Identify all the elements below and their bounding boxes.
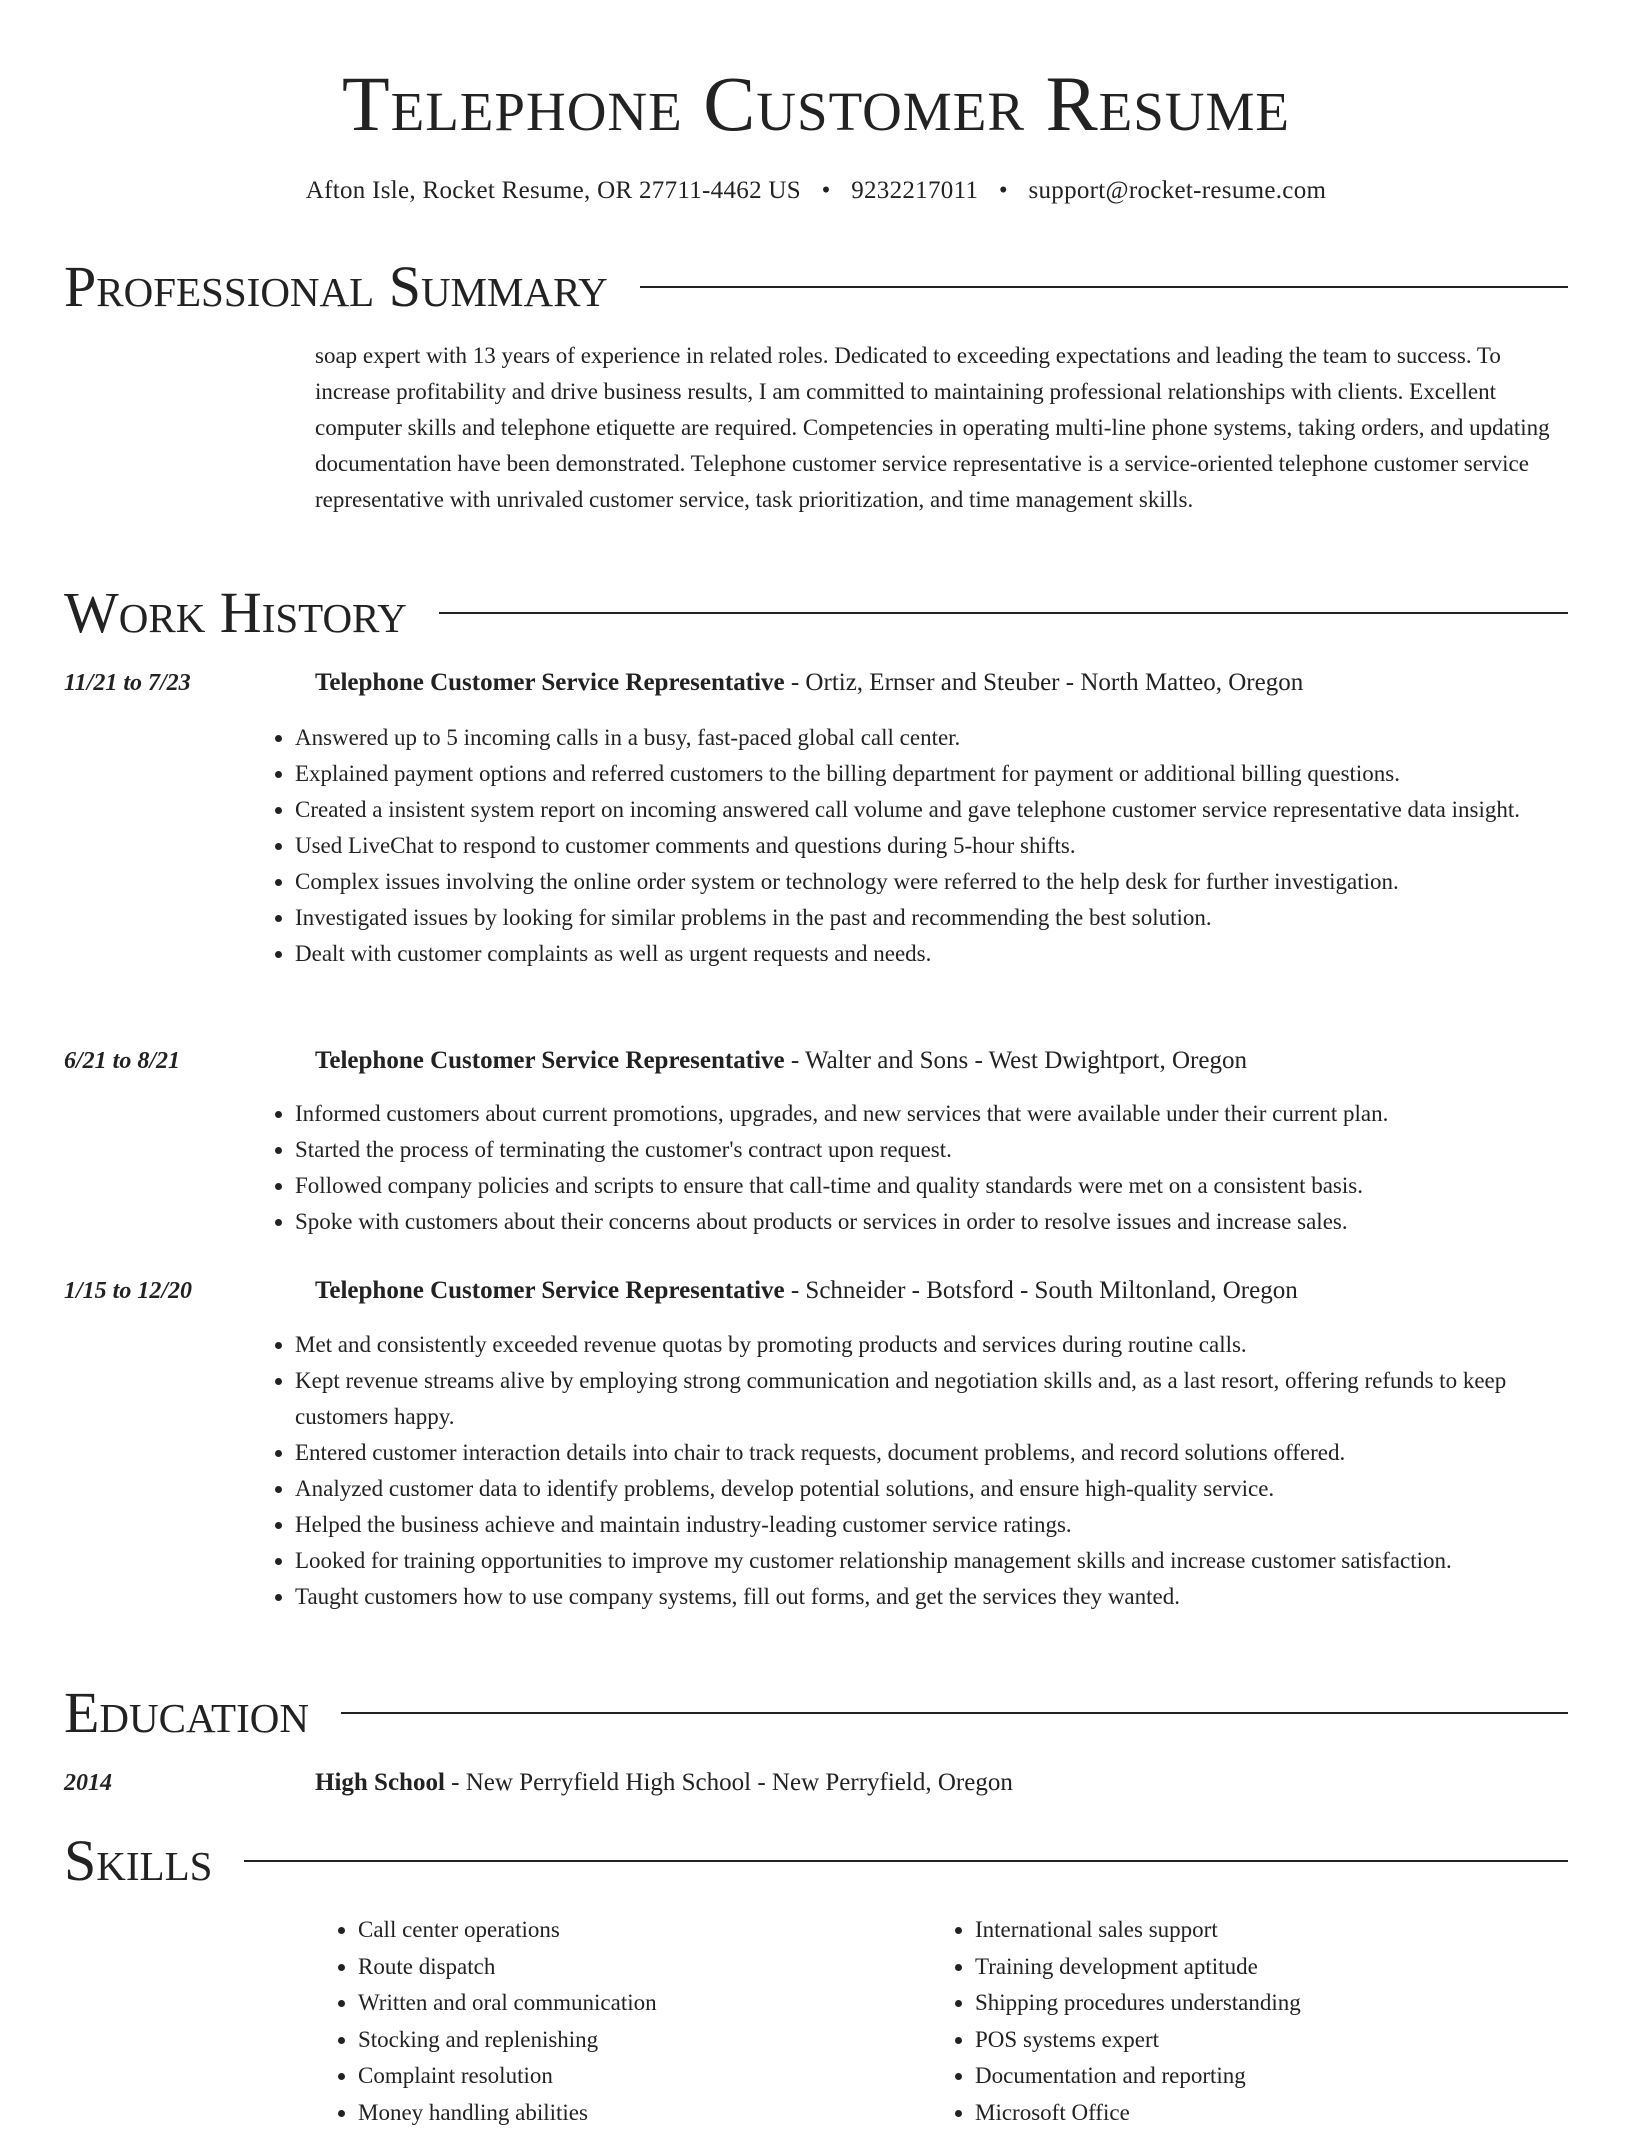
job-bullets [295,1327,1567,1615]
skill-item: • Documentation and reporting [975,2058,1301,2095]
section-header-skills [64,1826,1568,1896]
job-bullets [295,720,1567,972]
section-header-summary [64,252,1568,322]
contact-separator: • [999,177,1008,204]
section-title-skills: Skills [64,1826,212,1896]
job-title: Telephone Customer Service Representative [315,669,785,696]
skill-item: • Stocking and replenishing [358,2022,657,2059]
skill-item: • Money handling abilities [358,2095,657,2131]
list-item: • Met and consistently exceeded revenue quotas by promoting products and services during routine calls. [295,1327,1567,1363]
job-title: Telephone Customer Service Representative [315,1277,785,1304]
list-item: • Dealt with customer complaints as well as urgent requests and needs. [295,936,1567,972]
job-employer: - Walter and Sons - West Dwightport, Oregon [785,1047,1247,1074]
list-item: • Spoke with customers about their concerns about products or services in order to resolve issues and increase sales. [295,1204,1567,1240]
list-item: • Looked for training opportunities to improve my customer relationship management skills and increase customer satisfaction. [295,1543,1567,1579]
skill-item: • Route dispatch [358,1949,657,1986]
section-title-summary: Professional Summary [64,252,608,322]
education-heading [315,1765,1013,1801]
job-employer: - Schneider - Botsford - South Miltonland, Oregon [785,1277,1298,1304]
list-item: • Informed customers about current promotions, upgrades, and new services that were available under their current plan. [295,1096,1567,1132]
job-dates: 6/21 to 8/21 [64,1043,180,1079]
list-item: • Helped the business achieve and maintain industry-leading customer service ratings. [295,1507,1567,1543]
list-item: • Analyzed customer data to identify problems, develop potential solutions, and ensure high-quality service. [295,1471,1567,1507]
list-item: • Kept revenue streams alive by employing strong communication and negotiation skills and, as a last resort, offering refunds to keep customers happy. [295,1363,1567,1435]
skills-list-left [358,1912,657,2131]
list-item: • Explained payment options and referred customers to the billing department for payment or additional billing questions. [295,756,1567,792]
summary-text: soap expert with 13 years of experience in related roles. Dedicated to exceeding expectations and leading the team to success. To increase profitability and drive business results, I am committed to maintaining professional relationships with clients. Excellent computer skills and telephone etiquette are required. Competencies in operating multi-line phone systems, taking orders, and updating documentation have been demonstrated. Telephone customer service representative is a service-oriented telephone customer service representative with unrivaled customer service, task prioritization, and time management skills. [315,338,1565,518]
skill-item: • International sales support [975,1912,1301,1949]
education-school: - New Perryfield High School - New Perryfield, Oregon [445,1769,1013,1796]
resume-title: Telephone Customer Resume [0,56,1632,152]
list-item: • Started the process of terminating the customer's contract upon request. [295,1132,1567,1168]
job-employer: - Ortiz, Ernser and Steuber - North Matteo, Oregon [785,669,1304,696]
job-dates: 1/15 to 12/20 [64,1273,192,1309]
skill-item: • Call center operations [358,1912,657,1949]
contact-address: Afton Isle, Rocket Resume, OR 27711-4462 US [306,177,801,204]
list-item: • Entered customer interaction details into chair to track requests, document problems, and record solutions offered. [295,1435,1567,1471]
skill-item: • Shipping procedures understanding [975,1985,1301,2022]
job-dates: 11/21 to 7/23 [64,665,191,701]
list-item: • Answered up to 5 incoming calls in a busy, fast-paced global call center. [295,720,1567,756]
section-title-education: Education [64,1678,309,1748]
contact-email: support@rocket-resume.com [1028,177,1326,204]
section-divider [244,1860,1568,1862]
list-item: • Used LiveChat to respond to customer comments and questions during 5-hour shifts. [295,828,1567,864]
section-divider [341,1712,1568,1714]
skill-item: • Complaint resolution [358,2058,657,2095]
job-heading [315,665,1303,701]
job-title: Telephone Customer Service Representative [315,1047,785,1074]
list-item: • Complex issues involving the online order system or technology were referred to the help desk for further investigation. [295,864,1567,900]
list-item: • Taught customers how to use company systems, fill out forms, and get the services they wanted. [295,1579,1567,1615]
skills-list-right [975,1912,1301,2131]
list-item: • Created a insistent system report on incoming answered call volume and gave telephone customer service representative data insight. [295,792,1567,828]
contact-phone: 9232217011 [851,177,978,204]
job-bullets [295,1096,1567,1240]
contact-line [0,174,1632,208]
contact-separator: • [822,177,831,204]
list-item: • Investigated issues by looking for similar problems in the past and recommending the best solution. [295,900,1567,936]
section-header-education [64,1678,1568,1748]
education-degree: High School [315,1769,445,1796]
section-header-work-history [64,578,1568,648]
section-divider [640,286,1568,288]
education-year: 2014 [64,1765,112,1801]
list-item: • Followed company policies and scripts to ensure that call-time and quality standards were met on a consistent basis. [295,1168,1567,1204]
section-divider [439,612,1568,614]
section-title-work-history: Work History [64,578,407,648]
job-heading [315,1273,1298,1309]
skill-item: • Written and oral communication [358,1985,657,2022]
skill-item: • Microsoft Office [975,2095,1301,2131]
job-heading [315,1043,1247,1079]
skill-item: • POS systems expert [975,2022,1301,2059]
skill-item: • Training development aptitude [975,1949,1301,1986]
